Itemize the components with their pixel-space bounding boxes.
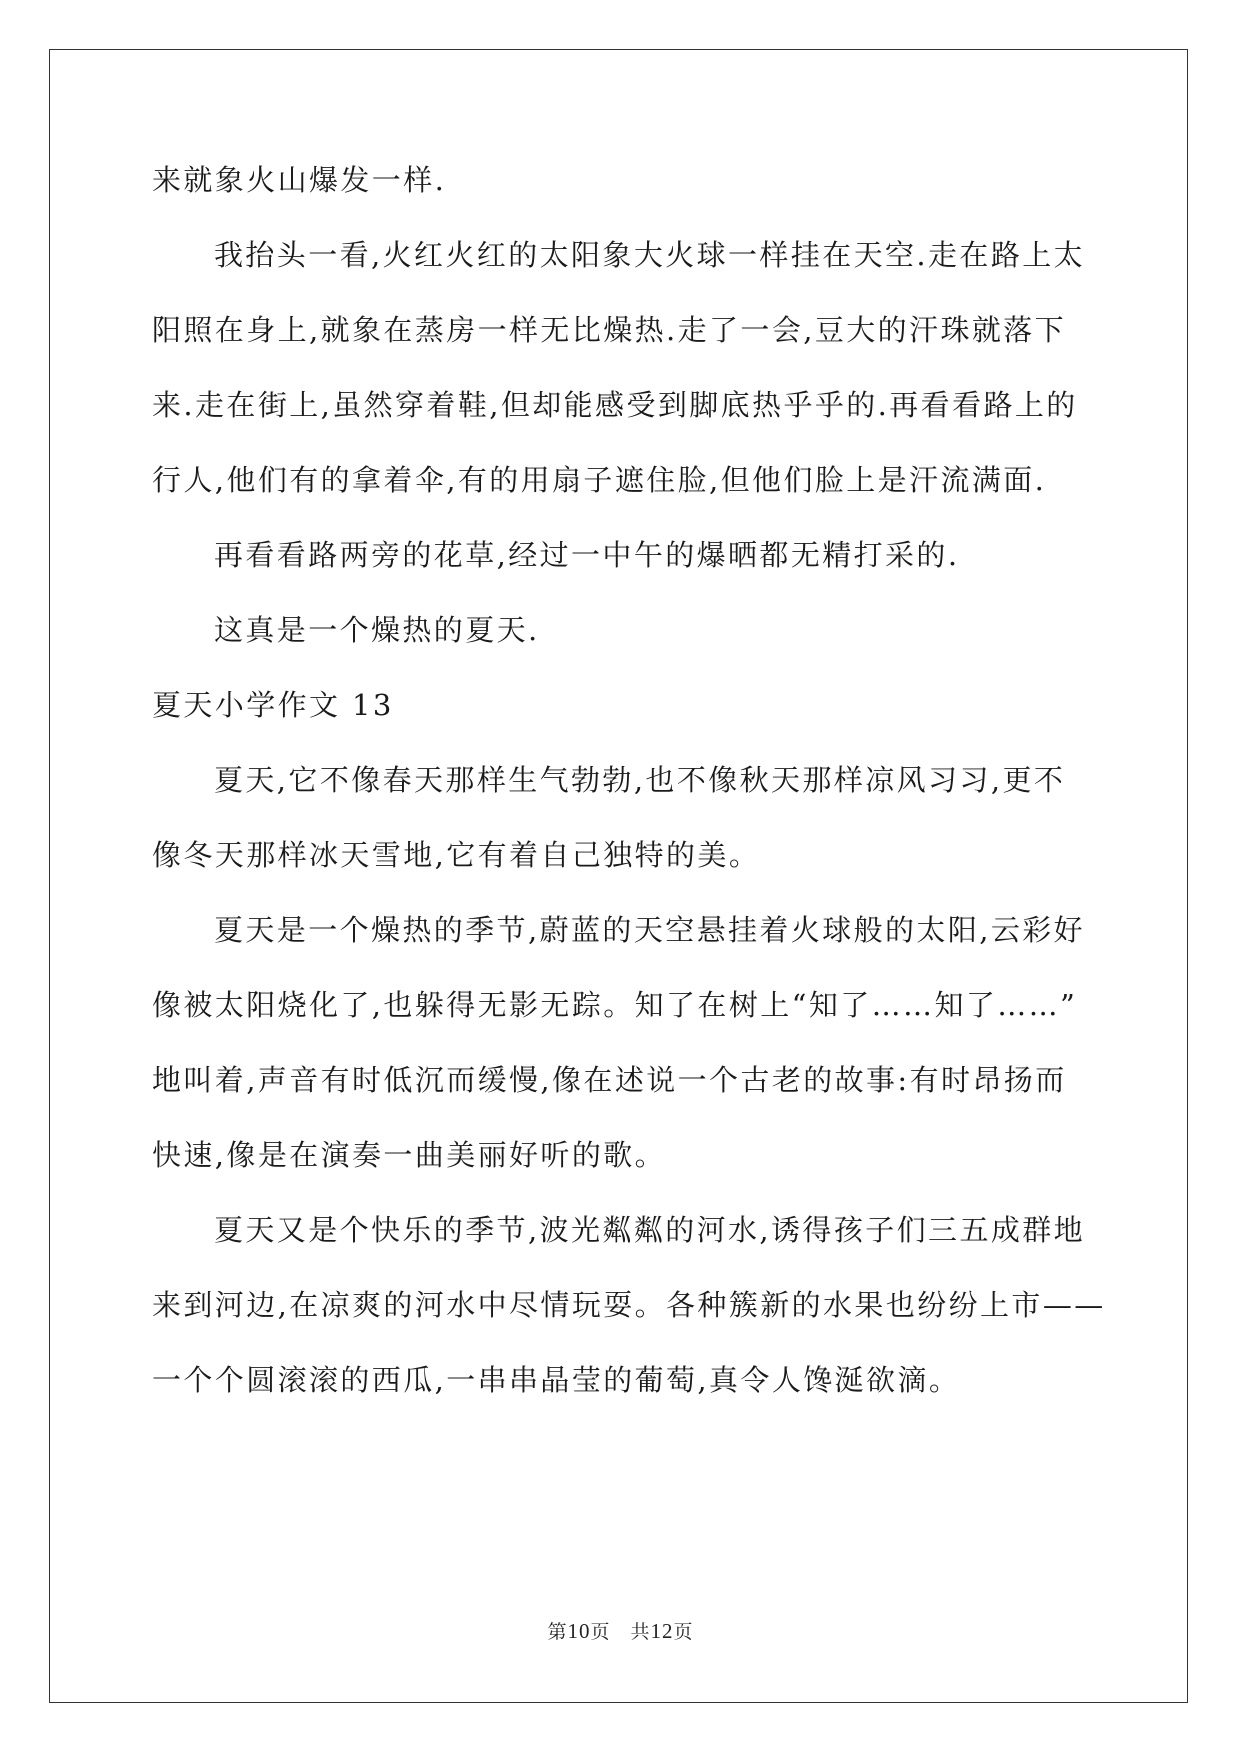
text-line: 来就象火山爆发一样.: [152, 163, 447, 197]
total-prefix: 共: [630, 1622, 651, 1643]
page-suffix: 页: [590, 1622, 611, 1643]
total-page-number: 12: [650, 1619, 674, 1643]
total-suffix: 页: [673, 1622, 694, 1643]
page-prefix: 第: [547, 1622, 568, 1643]
text-line: 行人,他们有的拿着伞,有的用扇子遮住脸,但他们脸上是汗流满面.: [152, 463, 1047, 497]
paragraph-start-line: 夏天又是个快乐的季节,波光粼粼的河水,诱得孩子们三五成群地: [214, 1213, 1086, 1247]
paragraph-start-line: 这真是一个燥热的夏天.: [214, 613, 540, 647]
current-page-number: 10: [567, 1619, 591, 1643]
paragraph-start-line: 夏天,它不像春天那样生气勃勃,也不像秋天那样凉风习习,更不: [214, 763, 1066, 797]
text-line: 像冬天那样冰天雪地,它有着自己独特的美。: [152, 838, 761, 872]
paragraph-start-line: 夏天是一个燥热的季节,蔚蓝的天空悬挂着火球般的太阳,云彩好: [214, 913, 1086, 947]
paragraph-start-line: 我抬头一看,火红火红的太阳象大火球一样挂在天空.走在路上太: [214, 238, 1086, 272]
text-line: 来到河边,在凉爽的河水中尽情玩耍。各种簇新的水果也纷纷上市——: [152, 1288, 1106, 1322]
text-line: 像被太阳烧化了,也躲得无影无踪。知了在树上“知了……知了……”: [152, 988, 1078, 1022]
text-line: 地叫着,声音有时低沉而缓慢,像在述说一个古老的故事:有时昂扬而: [152, 1063, 1067, 1097]
text-line: 快速,像是在演奏一曲美丽好听的歌。: [152, 1138, 667, 1172]
section-heading: 夏天小学作文 13: [152, 688, 394, 722]
page-border: [49, 49, 1188, 1703]
page-footer: [0, 1617, 1241, 1644]
text-line: 阳照在身上,就象在蒸房一样无比燥热.走了一会,豆大的汗珠就落下: [152, 313, 1067, 347]
text-line: 一个个圆滚滚的西瓜,一串串晶莹的葡萄,真令人馋涎欲滴。: [152, 1363, 961, 1397]
text-line: 来.走在街上,虽然穿着鞋,但却能感受到脚底热乎乎的.再看看路上的: [152, 388, 1078, 422]
paragraph-start-line: 再看看路两旁的花草,经过一中午的爆晒都无精打采的.: [214, 538, 960, 572]
